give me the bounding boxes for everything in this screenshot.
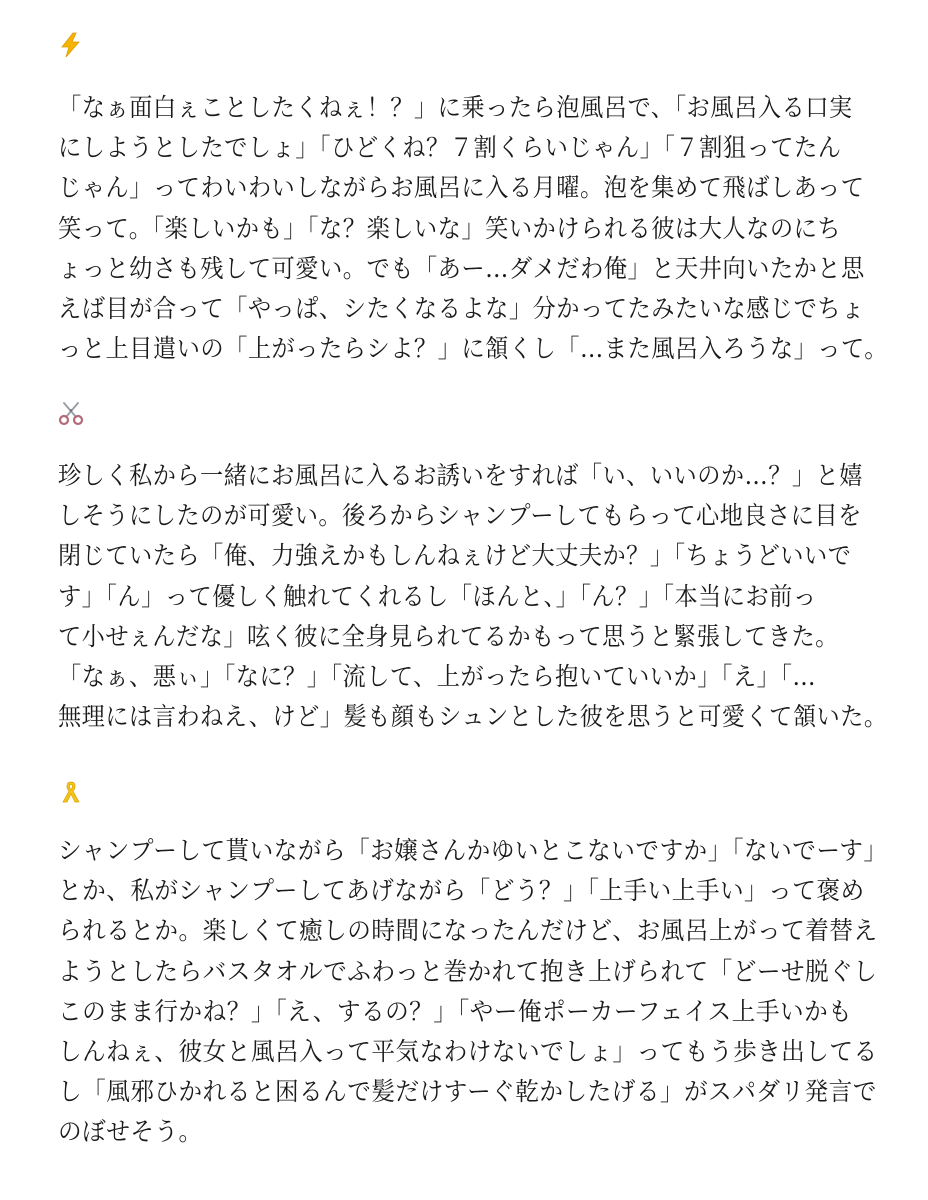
- text-line: しそうにしたのが可愛い。後ろからシャンプーしてもらって心地良さに目を: [58, 501, 862, 531]
- text-line: す」「ん」って優しく触れてくれるし「ほんと、」「ん？」「本当にお前っ: [58, 581, 817, 611]
- scissors-icon: [58, 400, 84, 426]
- text-line: えば目が合って「やっぱ、シたくなるよな」分かってたみたいな感じでちょ: [58, 293, 865, 323]
- paragraph-2: [58, 456, 888, 737]
- text-line: 閉じていたら「俺、力強えかもしんねぇけど大丈夫か？」「ちょうどいいで: [58, 541, 852, 571]
- text-line: し「風邪ひかれると困るんで髪だけすーぐ乾かしたげる」がスパダリ発言で: [58, 1077, 877, 1107]
- text-line: ょっと幼さも残して可愛い。でも「あー…ダメだわ俺」と天井向いたかと思: [58, 253, 865, 283]
- text-line: とか、私がシャンプーしてあげながら「どう？」「上手い上手い」って褒め: [58, 876, 865, 906]
- paragraph-1: [58, 88, 888, 369]
- text-line: のぼせそう。: [58, 1117, 203, 1147]
- text-line: にしようとしたでしょ」「ひどくね？７割くらいじゃん」「７割狙ってたん: [58, 133, 842, 163]
- text-line: シャンプーして貰いながら「お嬢さんかゆいとこないですか」「ないでーす」: [58, 836, 888, 865]
- text-line: ようとしたらバスタオルでふわっと巻かれて抱き上げられて「どーせ脱ぐし: [58, 956, 878, 986]
- text-line: 無理には言わねえ、けど」髪も顔もシュンとした彼を思うと可愛くて頷いた。: [58, 702, 888, 732]
- section-1: [58, 32, 889, 364]
- text-line: っと上目遣いの「上がったらシよ？」に頷くし「…また風呂入ろうな」って。: [58, 334, 889, 364]
- text-line: て小せぇんだな」呟く彼に全身見られてるかもって思うと緊張してきた。: [58, 621, 839, 651]
- text-line: 「なぁ面白ぇことしたくねぇ！？」に乗ったら泡風呂で、「お風呂入る口実: [58, 93, 853, 122]
- section-2: [58, 400, 888, 732]
- text-line: じゃん」ってわいわいしながらお風呂に入る月曜。泡を集めて飛ばしあって: [58, 173, 865, 203]
- section-3: [58, 778, 888, 1147]
- paragraph-3: [58, 831, 888, 1153]
- lightning-bolt-icon: [58, 32, 84, 58]
- text-line: られるとか。楽しくて癒しの時間になったんだけど、お風呂上がって着替え: [58, 916, 878, 946]
- text-line: 珍しく私から一緒にお風呂に入るお誘いをすれば「い、いいのか…？」と嬉: [58, 461, 863, 490]
- text-line: しんねぇ、彼女と風呂入って平気なわけないでしょ」ってもう歩き出してる: [58, 1036, 878, 1066]
- text-line: 笑って。「楽しいかも」「な？楽しいな」笑いかけられる彼は大人なのにち: [58, 213, 842, 243]
- text-line: 「なぁ、悪ぃ」「なに？」「流して、上がったら抱いていいか」「え」「…: [58, 661, 817, 691]
- text-line: このまま行かね？」「え、するの？」「やー俺ポーカーフェイス上手いかも: [58, 996, 853, 1026]
- yellow-ribbon-icon: [58, 778, 84, 804]
